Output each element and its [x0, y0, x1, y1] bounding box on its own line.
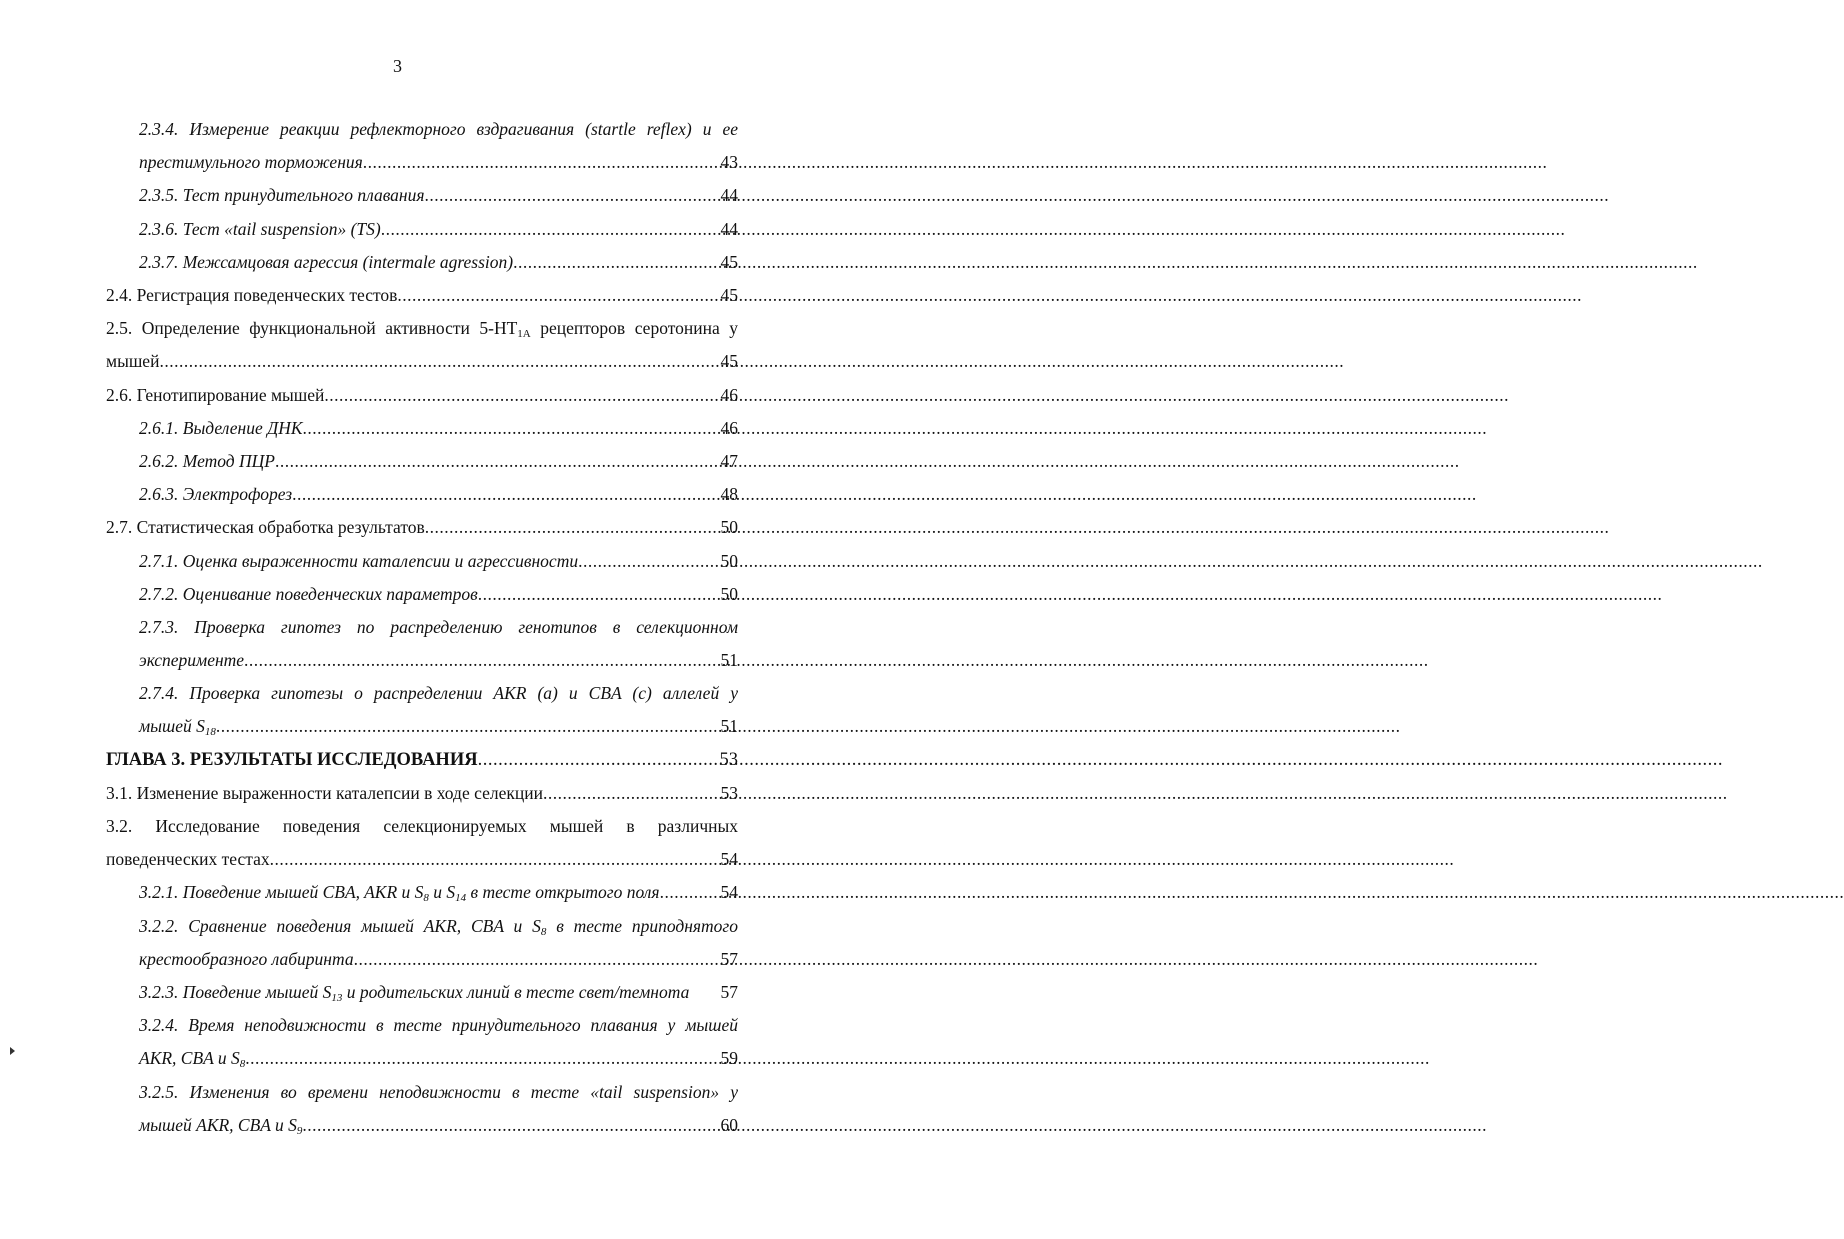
toc-page-number: 48 [720, 484, 738, 505]
toc-page-number: 50 [720, 517, 738, 538]
toc-page-number: 44 [720, 218, 738, 239]
toc-entry-title: 2.3.7. Межсамцовая агрессия (intermale agression) [139, 251, 514, 272]
toc-leader [216, 716, 721, 737]
toc-entry-3-2-2[interactable] [106, 910, 738, 943]
toc-entry-2-7[interactable] [106, 511, 738, 544]
toc-entry-title: 3.1. Изменение выраженности каталепсии в ходе селекции [106, 782, 543, 803]
toc-entry-title: 2.7.1. Оценка выраженности каталепсии и агрессивности [139, 550, 579, 571]
toc-leader [478, 584, 721, 605]
toc-entry-3-2-3[interactable] [106, 976, 738, 1009]
toc-entry-2-4[interactable] [106, 279, 738, 312]
toc-entry-2-6[interactable] [106, 379, 738, 412]
toc-leader [578, 551, 720, 572]
toc-leader [302, 1115, 720, 1136]
toc-entry-title: 2.7.4. Проверка гипотезы о распределении AKR (a) и CBA (c) аллелей у [139, 683, 738, 704]
toc-entry-title: 2.6. Генотипирование мышей [106, 384, 325, 405]
toc-leader [159, 351, 720, 372]
toc-entry-2-3-5[interactable] [106, 179, 738, 212]
toc-leader [245, 1048, 720, 1069]
toc-entry-title: 3.2.1. Поведение мышей CBA, AKR и $S_8$ и $S_{14}$ в тесте открытого поля [139, 882, 660, 905]
toc-leader [425, 185, 721, 206]
toc-entry-2-7-2[interactable] [106, 578, 738, 611]
toc-entry-2-7-1[interactable] [106, 544, 738, 577]
toc-entry-title: 3.2.2. Сравнение поведения мышей AKR, CBA и $S_8$ в тесте приподнятого [139, 915, 738, 938]
toc-page-number: 57 [720, 981, 738, 1002]
margin-arrow-icon [10, 1047, 15, 1055]
toc-entry-title: 3.2.4. Время неподвижности в тесте принудительного плавания у мышей [139, 1015, 738, 1036]
toc-entry-title: 3.2. Исследование поведения селекционируемых мышей в различных [106, 816, 738, 837]
toc-page-number: 44 [720, 185, 738, 206]
toc-entry-2-5[interactable] [106, 312, 738, 345]
toc-leader [513, 252, 720, 273]
toc-leader [660, 882, 721, 903]
toc-entry-title: крестообразного лабиринта [139, 948, 354, 969]
toc-page-number: 43 [720, 152, 738, 173]
toc-entry-3-1[interactable] [106, 777, 738, 810]
toc-page-number: 50 [720, 550, 738, 571]
toc-leader [303, 418, 721, 439]
toc-page-number: 47 [720, 450, 738, 471]
toc-entry-title: поведенческих тестах [106, 849, 270, 870]
toc-page-number: 57 [720, 948, 738, 969]
toc-entry-chapter-3[interactable] [106, 744, 738, 777]
toc-page-number: 53 [720, 782, 738, 803]
toc-entry-2-6-1[interactable] [106, 412, 738, 445]
toc-entry-title: 2.5. Определение функциональной активности $5-HT_{1A}$ рецепторов серотонина у [106, 318, 738, 341]
toc-page-number: 45 [720, 285, 738, 306]
toc-leader [397, 285, 720, 306]
toc-leader [292, 484, 720, 505]
toc-entry-title: 2.6.2. Метод ПЦР [139, 450, 275, 471]
toc-entry-title: мышей $S_{18}$ [139, 716, 216, 739]
toc-entry-3-2-2-cont[interactable] [106, 943, 738, 976]
toc-entry-2-3-4-cont[interactable] [106, 146, 738, 179]
toc-entry-2-3-4[interactable] [106, 113, 738, 146]
toc-entry-3-2-1[interactable] [106, 876, 738, 909]
toc-page-number: 45 [720, 251, 738, 272]
toc-entry-2-7-4-cont[interactable] [106, 710, 738, 743]
toc-entry-title: ГЛАВА 3. РЕЗУЛЬТАТЫ ИССЛЕДОВАНИЯ [106, 749, 478, 770]
toc-leader [543, 783, 721, 804]
toc-entry-title: мышей AKR, CBA и $S_9$ [139, 1114, 303, 1137]
toc-leader [270, 849, 721, 870]
toc-entry-3-2[interactable] [106, 810, 738, 843]
toc-entry-2-7-3[interactable] [106, 611, 738, 644]
toc-leader [478, 750, 720, 771]
toc-entry-title: 2.3.4. Измерение реакции рефлекторного вздрагивания (startle reflex) и ее [139, 119, 738, 140]
toc-entry-title: 3.2.3. Поведение мышей $S_{13}$ и родительских линий в тесте свет/темнота [139, 981, 690, 1004]
toc-page-number: 53 [719, 749, 738, 770]
toc-entry-2-6-3[interactable] [106, 478, 738, 511]
toc-page-number: 46 [720, 384, 738, 405]
toc-page-number: 51 [720, 716, 738, 737]
toc-entry-title: престимульного торможения [139, 152, 363, 173]
toc-entry-3-2-4-cont[interactable] [106, 1042, 738, 1075]
toc-entry-2-3-6[interactable] [106, 213, 738, 246]
toc-page-number: 60 [720, 1114, 738, 1135]
toc-entry-3-2-5[interactable] [106, 1075, 738, 1108]
toc-entry-title: 2.3.6. Тест «tail suspension» (TS) [139, 218, 381, 239]
toc-page-number: 54 [720, 849, 738, 870]
toc-entry-title: 2.7.2. Оценивание поведенческих параметров [139, 583, 478, 604]
toc-page-number: 46 [720, 417, 738, 438]
toc-entry-2-3-7[interactable] [106, 246, 738, 279]
toc-leader [275, 451, 721, 472]
toc-leader [381, 219, 721, 240]
toc-page-number: 51 [720, 650, 738, 671]
toc-entry-3-2-cont[interactable] [106, 843, 738, 876]
toc-entry-title: AKR, CBA и $S_8$ [139, 1048, 246, 1071]
toc-leader [324, 385, 720, 406]
toc-entry-title: 2.6.1. Выделение ДНК [139, 417, 303, 438]
page-number: 3 [393, 56, 402, 76]
toc-entry-title: мышей [106, 351, 160, 372]
toc-entry-2-7-3-cont[interactable] [106, 644, 738, 677]
toc-leader [425, 517, 721, 538]
toc-entry-2-6-2[interactable] [106, 445, 738, 478]
toc-leader [363, 152, 721, 173]
toc-page-number: 54 [720, 882, 738, 903]
toc-entry-2-5-cont[interactable] [106, 345, 738, 378]
toc-entry-3-2-5-cont[interactable] [106, 1109, 738, 1142]
toc-page-number: 45 [720, 351, 738, 372]
toc-entry-title: 2.4. Регистрация поведенческих тестов [106, 285, 398, 306]
toc-entry-title: 2.3.5. Тест принудительного плавания [139, 185, 425, 206]
toc-entry-3-2-4[interactable] [106, 1009, 738, 1042]
toc-leader [244, 650, 720, 671]
toc-page-number: 50 [720, 583, 738, 604]
toc-entry-title: 2.6.3. Электрофорез [139, 484, 293, 505]
table-of-contents [106, 113, 738, 1142]
toc-entry-title: 2.7. Статистическая обработка результатов [106, 517, 425, 538]
toc-entry-2-7-4[interactable] [106, 677, 738, 710]
toc-entry-title: 3.2.5. Изменения во времени неподвижности в тесте «tail suspension» у [139, 1081, 738, 1102]
toc-page-number: 59 [720, 1048, 738, 1069]
toc-leader [354, 949, 721, 970]
toc-entry-title: эксперименте [139, 650, 245, 671]
toc-entry-title: 2.7.3. Проверка гипотез по распределению генотипов в селекционном [139, 616, 738, 637]
